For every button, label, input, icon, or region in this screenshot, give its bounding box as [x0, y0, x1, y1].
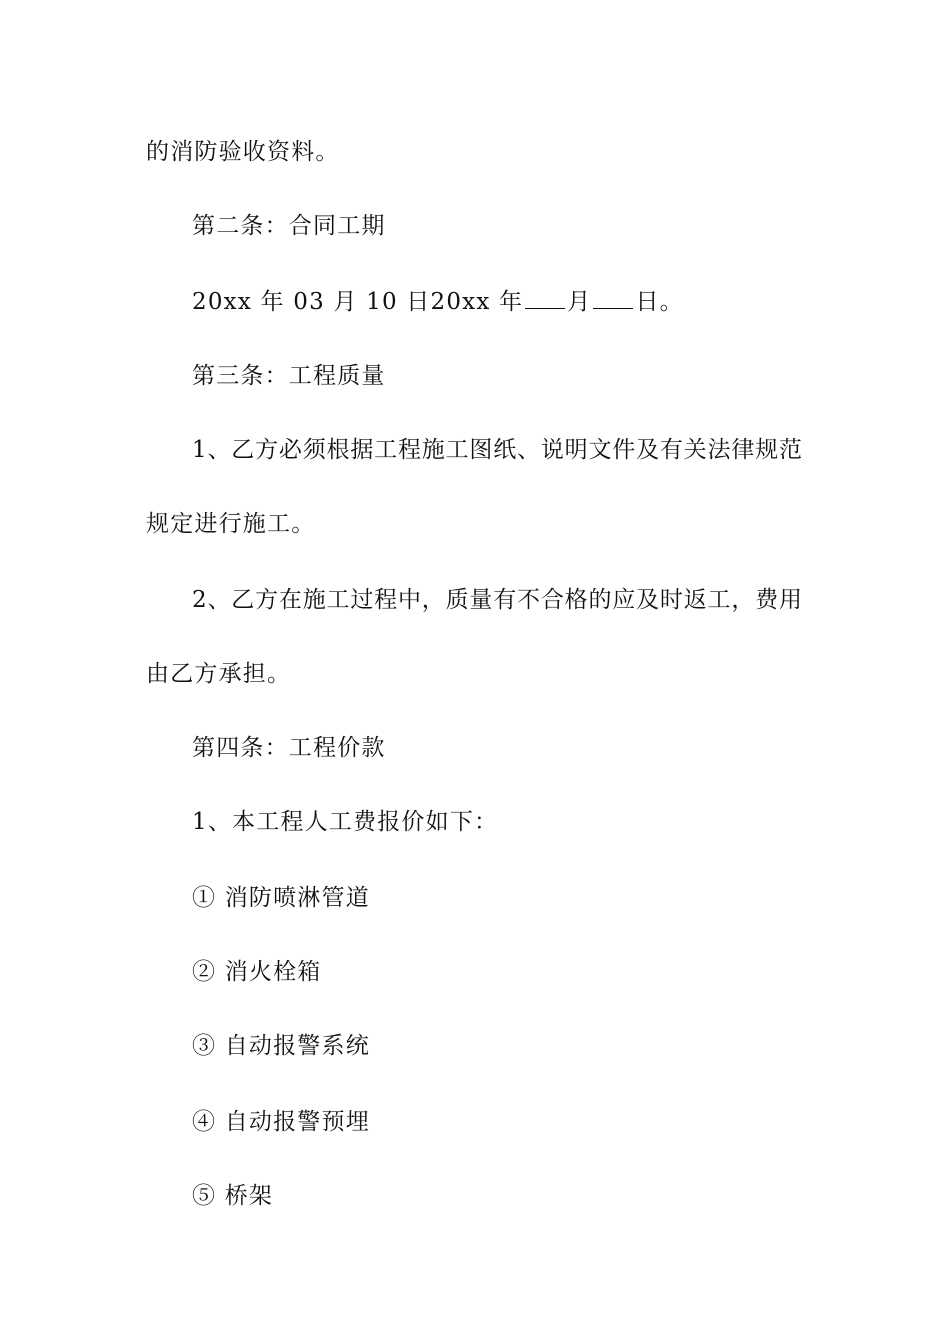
schedule-start: 20xx 年 03 月 10 日 — [192, 289, 431, 315]
list-item: ② 消火栓箱 — [192, 959, 322, 985]
schedule-end-year: 20xx 年 — [430, 289, 524, 315]
section-heading: 第二条：合同工期 — [192, 213, 386, 239]
list-item: ④ 自动报警预埋 — [192, 1109, 370, 1135]
paragraph-line: 2、乙方在施工过程中，质量有不合格的应及时返工，费用 — [192, 587, 802, 613]
schedule-month-unit: 月 — [567, 289, 592, 315]
section-heading: 第三条：工程质量 — [192, 363, 386, 389]
paragraph-line: 由乙方承担。 — [146, 661, 292, 687]
day-blank — [593, 286, 633, 309]
paragraph-line: 1、乙方必须根据工程施工图纸、说明文件及有关法律规范 — [192, 437, 802, 463]
list-item: ③ 自动报警系统 — [192, 1033, 370, 1059]
schedule-line — [192, 286, 684, 318]
paragraph-line: 1、本工程人工费报价如下： — [192, 809, 499, 835]
section-heading: 第四条：工程价款 — [192, 735, 386, 761]
month-blank — [525, 286, 565, 309]
paragraph-line: 规定进行施工。 — [146, 511, 316, 537]
list-item: ① 消防喷淋管道 — [192, 885, 370, 911]
schedule-day-unit: 日。 — [635, 289, 684, 315]
paragraph-line: 的消防验收资料。 — [146, 139, 340, 165]
list-item: ⑤ 桥架 — [192, 1183, 274, 1209]
